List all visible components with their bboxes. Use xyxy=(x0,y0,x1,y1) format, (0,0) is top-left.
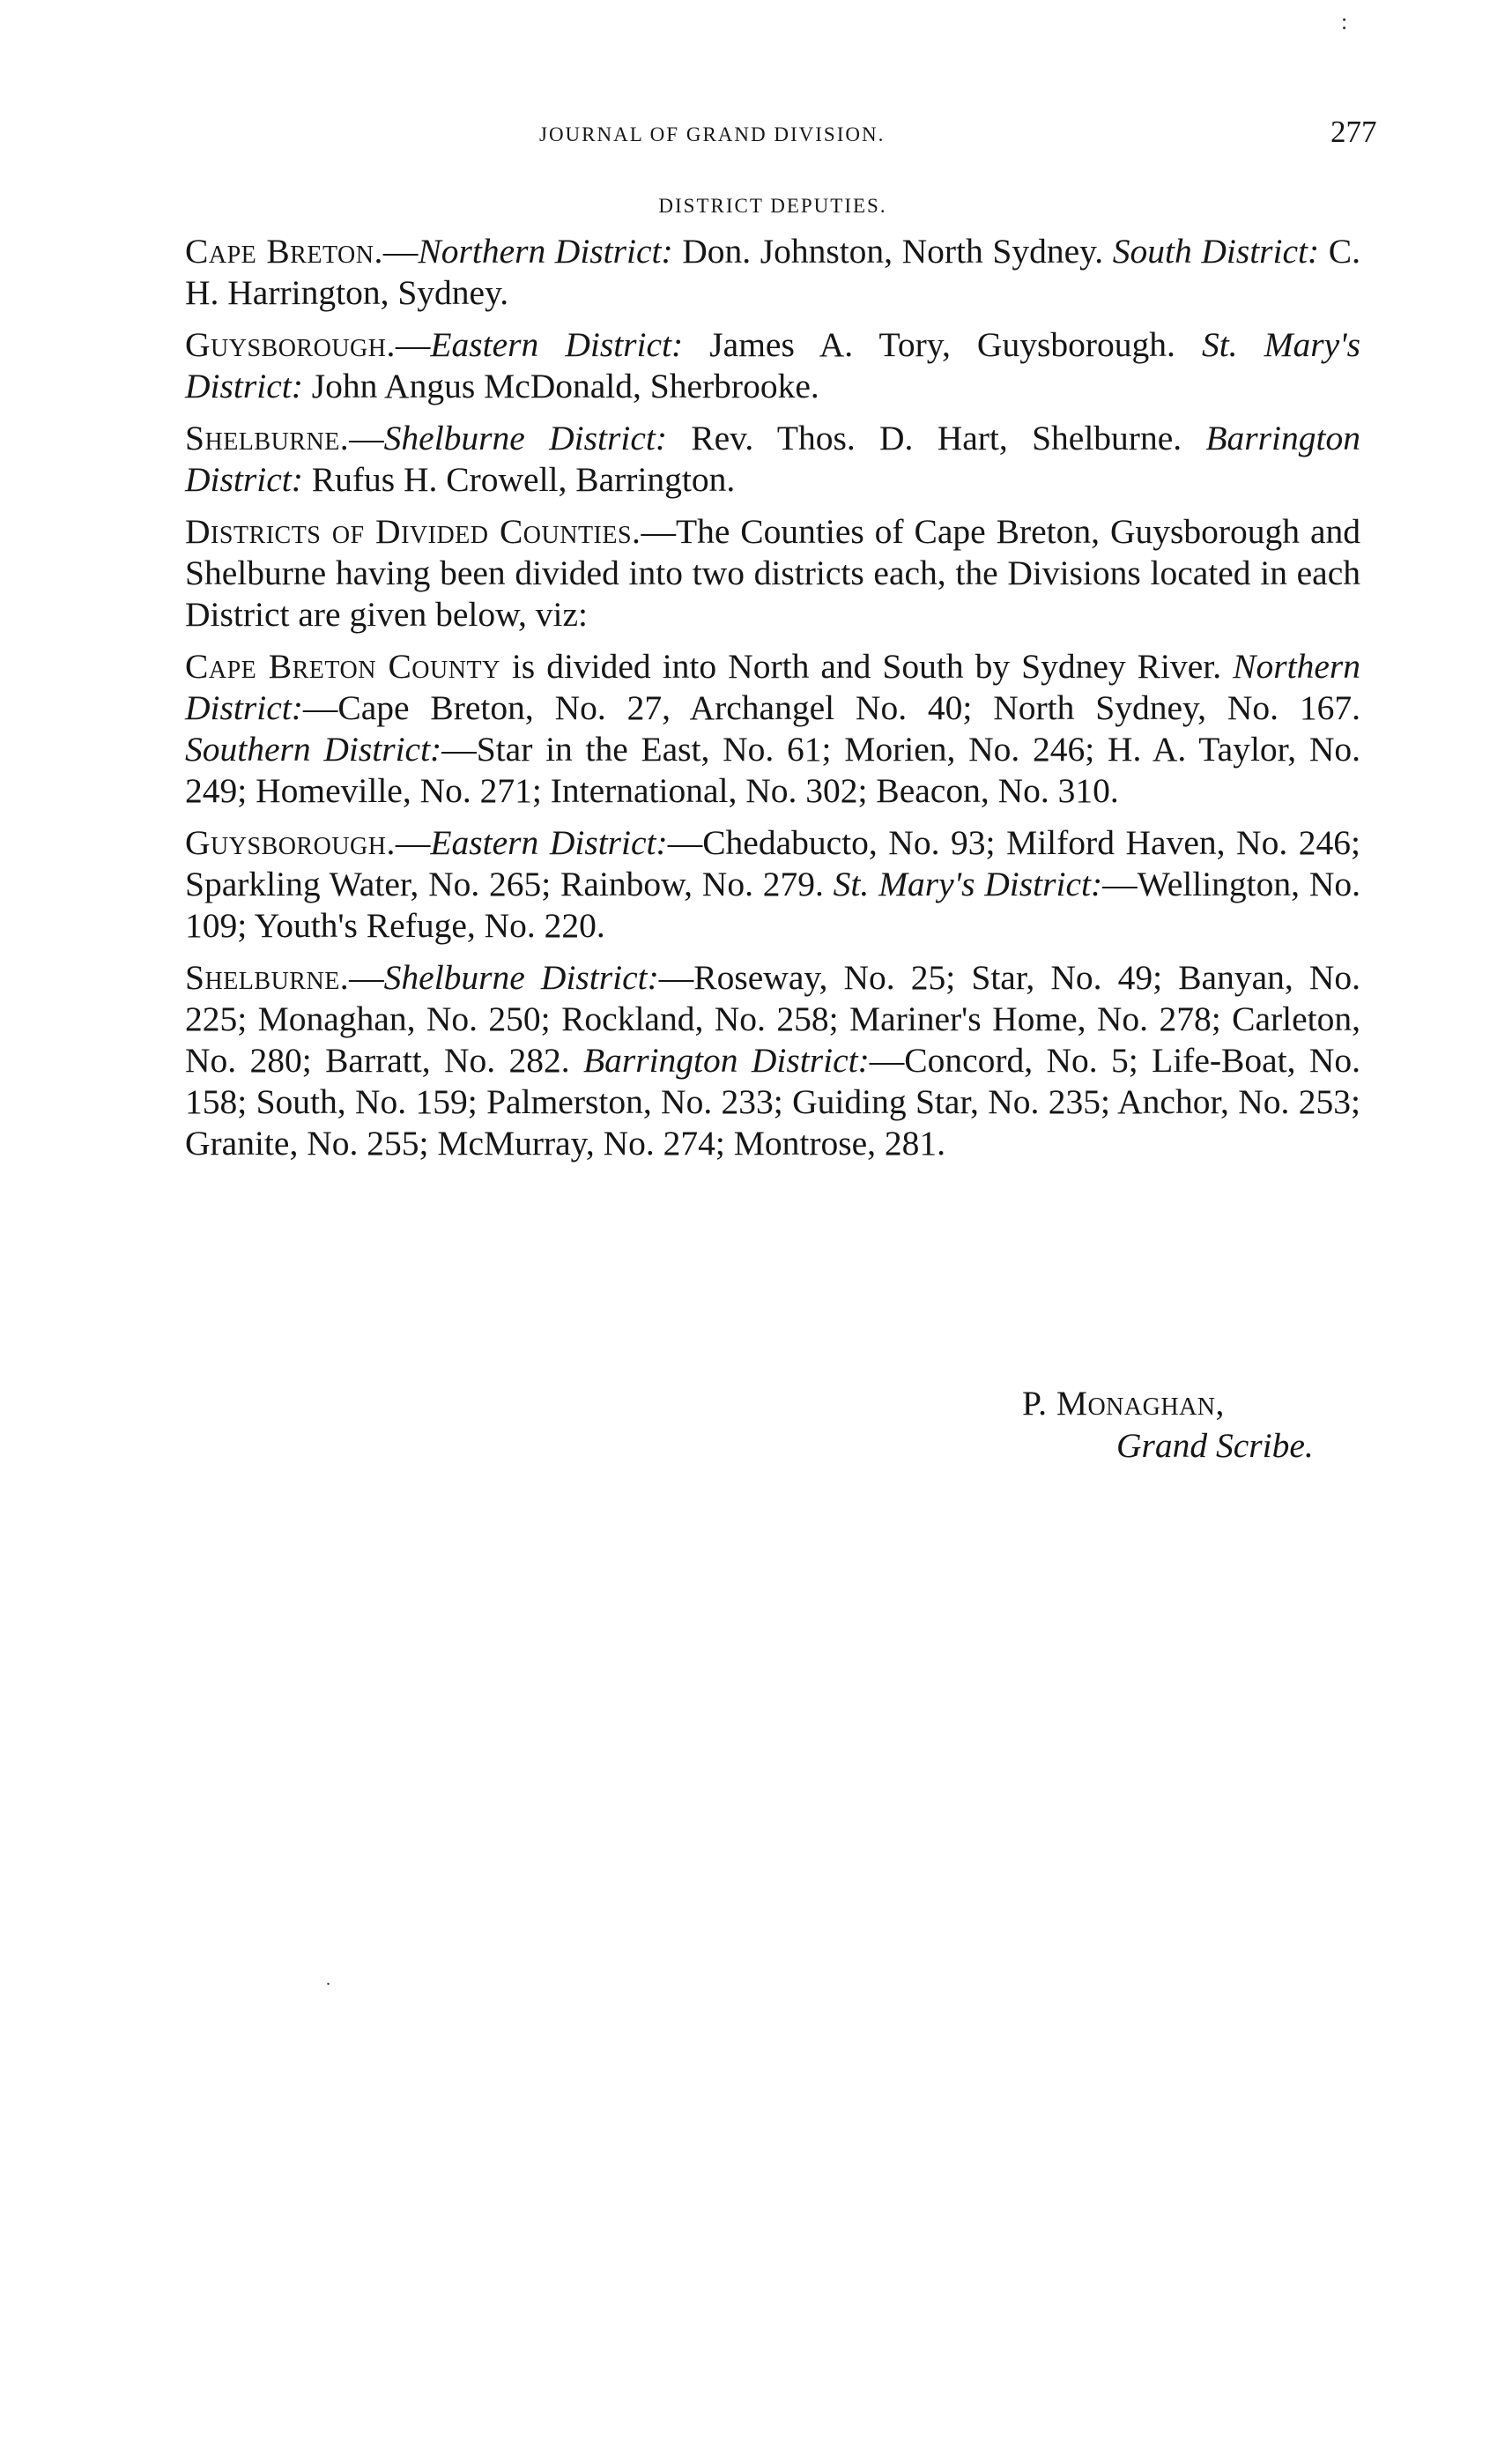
division-list: —Star in the East, No. 61; Morien, No. 246; H. A. Taylor, No. 249; Homeville, No. 271; International, No. 302; Beacon, No. 310. xyxy=(185,730,1361,810)
district-name: Barrington District: xyxy=(582,1041,870,1080)
stray-mark-top: : xyxy=(1341,9,1348,34)
entry-guysborough-deputies xyxy=(185,324,1360,407)
county-name: Shelburne. xyxy=(185,419,350,457)
entry-divided-counties xyxy=(185,511,1360,635)
district-name: Shelburne District: xyxy=(383,419,667,457)
district-deputies-section xyxy=(185,192,1360,1175)
dash: — xyxy=(382,232,419,271)
signatory-name: P. Monaghan, xyxy=(1022,1384,1225,1423)
running-head xyxy=(0,115,1512,159)
paragraph-text: —The Counties of Cape Breton, Guysborough and Shelburne having been divided into two districts each, the Divisions located in each District are given below, viz: xyxy=(185,512,1360,634)
county-name: Shelburne. xyxy=(185,958,350,997)
district-name: Eastern District: xyxy=(430,325,684,364)
district-name: Shelburne District: xyxy=(383,958,659,997)
district-name: Northern District: xyxy=(418,232,673,271)
entry-guysborough-divisions xyxy=(185,822,1360,947)
dash: — xyxy=(395,823,431,862)
division-list: —Concord, No. 5; Life-Boat, No. 158; South, No. 159; Palmerston, No. 233; Guiding Star, No. 235; Anchor, No. 253; Granite, No. 255; McMurray, No. 274; Montrose, 281. xyxy=(185,1041,1360,1163)
dash: — xyxy=(349,419,384,457)
deputy-name: John Angus McDonald, Sherbrooke. xyxy=(302,367,819,405)
paragraph-text: is divided into North and South by Sydney River. xyxy=(500,647,1234,686)
entry-cape-breton-divisions xyxy=(185,646,1360,812)
district-name: Northern District: xyxy=(185,647,1360,727)
deputy-name: C. H. Harrington, Sydney. xyxy=(185,232,1360,312)
subheading: Districts of Divided Counties. xyxy=(185,512,641,551)
entry-shelburne-divisions xyxy=(185,957,1360,1164)
district-name: St. Mary's District: xyxy=(833,865,1103,903)
county-name: Guysborough. xyxy=(185,823,396,862)
stray-mark-bottom: . xyxy=(326,1970,330,1989)
entry-shelburne-deputies xyxy=(185,418,1360,501)
deputy-name: Don. Johnston, North Sydney. xyxy=(672,232,1113,271)
district-name: Southern District: xyxy=(185,730,442,769)
division-list: —Roseway, No. 25; Star, No. 49; Banyan, No. 225; Monaghan, No. 250; Rockland, No. 258; Mariner's Home, No. 278; Carleton, No. 280; Barratt, No. 282. xyxy=(185,958,1360,1080)
signature-block xyxy=(1022,1382,1314,1467)
entry-cape-breton-deputies xyxy=(185,231,1360,314)
district-name: St. Mary's District: xyxy=(185,325,1360,405)
deputy-name: James A. Tory, Guysborough. xyxy=(683,325,1202,364)
county-name: Guysborough. xyxy=(185,325,396,364)
dash: — xyxy=(349,958,384,997)
division-list: —Wellington, No. 109; Youth's Refuge, No. 220. xyxy=(185,865,1360,945)
district-name: Barrington District: xyxy=(185,419,1360,499)
signatory-title: Grand Scribe. xyxy=(1116,1426,1314,1465)
section-heading: DISTRICT DEPUTIES. xyxy=(658,195,887,217)
dash: — xyxy=(395,325,431,364)
division-list: —Chedabucto, No. 93; Milford Haven, No. 246; Sparkling Water, No. 265; Rainbow, No. 279. xyxy=(185,823,1361,903)
deputy-name: Rev. Thos. D. Hart, Shelburne. xyxy=(667,419,1206,457)
division-list: —Cape Breton, No. 27, Archangel No. 40; North Sydney, No. 167. xyxy=(302,688,1360,727)
district-name: Eastern District: xyxy=(430,823,668,862)
running-title: JOURNAL OF GRAND DIVISION. xyxy=(539,123,886,145)
page-number: 277 xyxy=(1330,115,1377,149)
county-name: Cape Breton. xyxy=(185,232,383,271)
county-name: Cape Breton County xyxy=(185,647,500,686)
district-name: South District: xyxy=(1112,232,1320,271)
deputy-name: Rufus H. Crowell, Barrington. xyxy=(302,460,736,499)
